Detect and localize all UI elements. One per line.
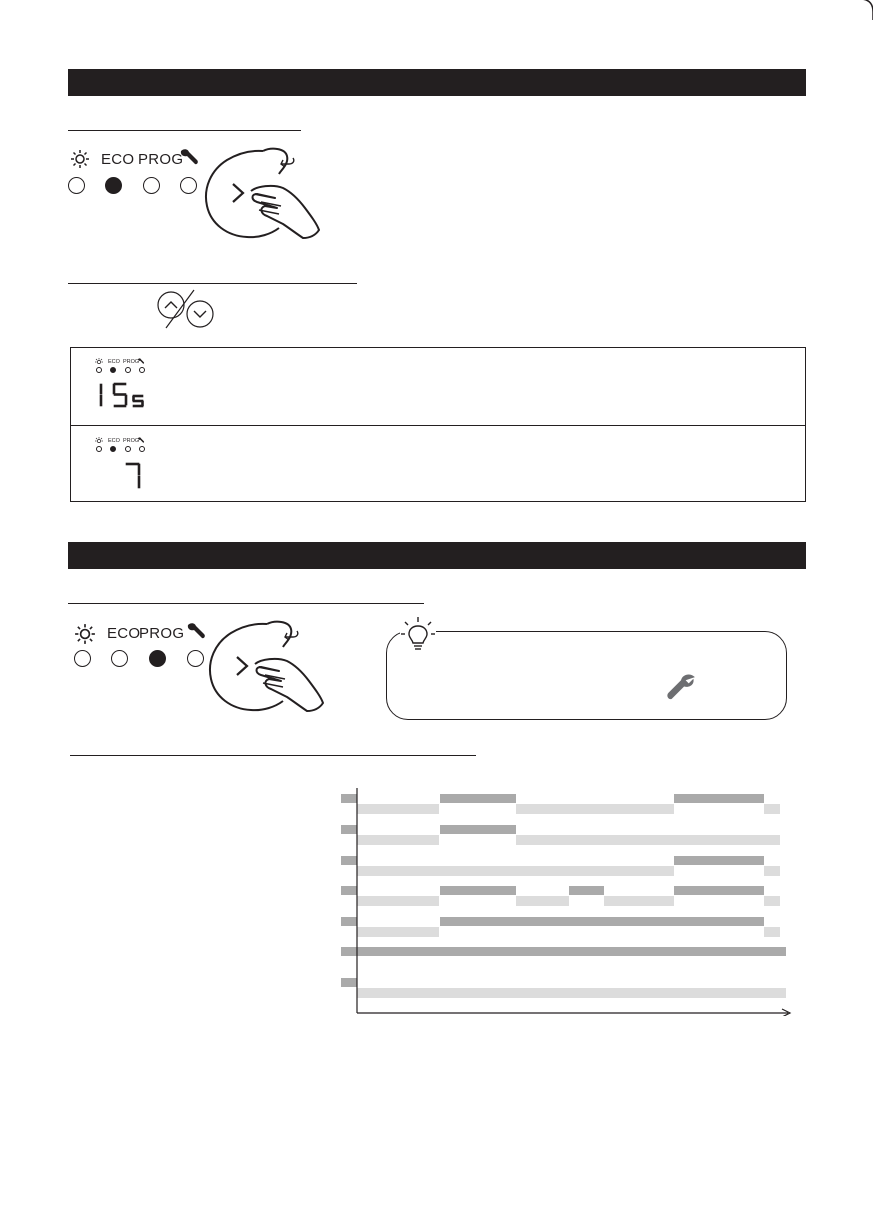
eco-label: ECO: [108, 438, 120, 444]
control-panel-bottom: [72, 619, 362, 723]
led-prog: [149, 650, 166, 667]
eco-period-bar: [357, 927, 439, 937]
eco-period-bar: [516, 896, 569, 906]
display-table: [70, 347, 806, 502]
eco-period-bar: [764, 896, 780, 906]
section-header-bar: [68, 69, 806, 96]
eco-period-bar: [357, 866, 674, 876]
tip-box: [386, 631, 787, 720]
comfort-period-bar: [569, 886, 604, 895]
control-panel-top: [68, 146, 348, 246]
schedule-bars: [341, 794, 786, 998]
comfort-period-bar: [341, 856, 357, 865]
eco-period-bar: [764, 804, 780, 814]
comfort-period-bar: [440, 825, 516, 834]
eco-label: ECO: [101, 151, 135, 168]
led-settings: [180, 177, 197, 194]
wrench-icon: [178, 148, 200, 168]
wrench-icon: [664, 671, 698, 705]
led-prog: [143, 177, 160, 194]
led-eco: [110, 367, 116, 373]
eco-period-bar: [764, 927, 780, 937]
comfort-period-bar: [440, 886, 516, 895]
comfort-period-bar: [440, 917, 764, 926]
comfort-period-bar: [341, 917, 357, 926]
comfort-period-bar: [341, 825, 357, 834]
subsection-rule: [68, 283, 357, 284]
led-comfort: [96, 446, 102, 452]
comfort-period-bar: [674, 856, 764, 865]
prog-label: PROG: [123, 438, 140, 444]
eco-period-bar: [357, 988, 786, 998]
table-row: [71, 348, 805, 425]
eco-period-bar: [764, 866, 780, 876]
led-prog: [125, 367, 131, 373]
led-eco: [111, 650, 128, 667]
comfort-period-bar: [341, 978, 357, 987]
sun-icon: [95, 358, 103, 366]
led-settings: [139, 367, 145, 373]
comfort-period-bar: [341, 947, 786, 956]
prog-label: PROG: [123, 359, 140, 365]
sun-icon: [70, 149, 90, 169]
sun-icon: [74, 623, 96, 645]
subsection-rule: [68, 130, 301, 131]
cut-line: [0, 0, 873, 20]
eco-period-bar: [357, 896, 439, 906]
eco-label: ECO: [108, 359, 120, 365]
comfort-period-bar: [341, 794, 357, 803]
eco-period-bar: [357, 804, 439, 814]
prog-label: PROG: [139, 625, 185, 642]
comfort-period-bar: [674, 794, 764, 803]
led-comfort: [74, 650, 91, 667]
eco-period-bar: [516, 804, 674, 814]
select-button-hand[interactable]: [201, 146, 331, 246]
segment-display-readout: [95, 382, 147, 408]
eco-period-bar: [357, 835, 439, 845]
comfort-period-bar: [341, 886, 357, 895]
led-eco: [110, 446, 116, 452]
wrench-icon: [137, 437, 145, 444]
comfort-period-bar: [674, 886, 764, 895]
sun-icon: [95, 437, 103, 445]
segment-display-readout: [95, 460, 147, 490]
select-button-hand[interactable]: [205, 619, 335, 719]
subsection-rule: [70, 755, 476, 756]
program-schedule-diagram: [336, 786, 796, 1016]
comfort-period-bar: [440, 794, 516, 803]
eco-period-bar: [604, 896, 674, 906]
led-prog: [125, 446, 131, 452]
led-settings: [139, 446, 145, 452]
eco-label: ECO: [107, 625, 141, 642]
led-settings: [187, 650, 204, 667]
prog-label: PROG: [138, 151, 184, 168]
section-header-bar: [68, 542, 806, 569]
up-down-buttons[interactable]: [150, 288, 218, 332]
wrench-icon: [137, 358, 145, 365]
eco-period-bar: [516, 835, 780, 845]
led-comfort: [68, 177, 85, 194]
lightbulb-icon: [398, 614, 438, 654]
led-comfort: [96, 367, 102, 373]
subsection-rule: [68, 603, 424, 604]
led-eco: [105, 177, 122, 194]
wrench-icon: [185, 622, 207, 642]
table-row: [71, 426, 805, 503]
